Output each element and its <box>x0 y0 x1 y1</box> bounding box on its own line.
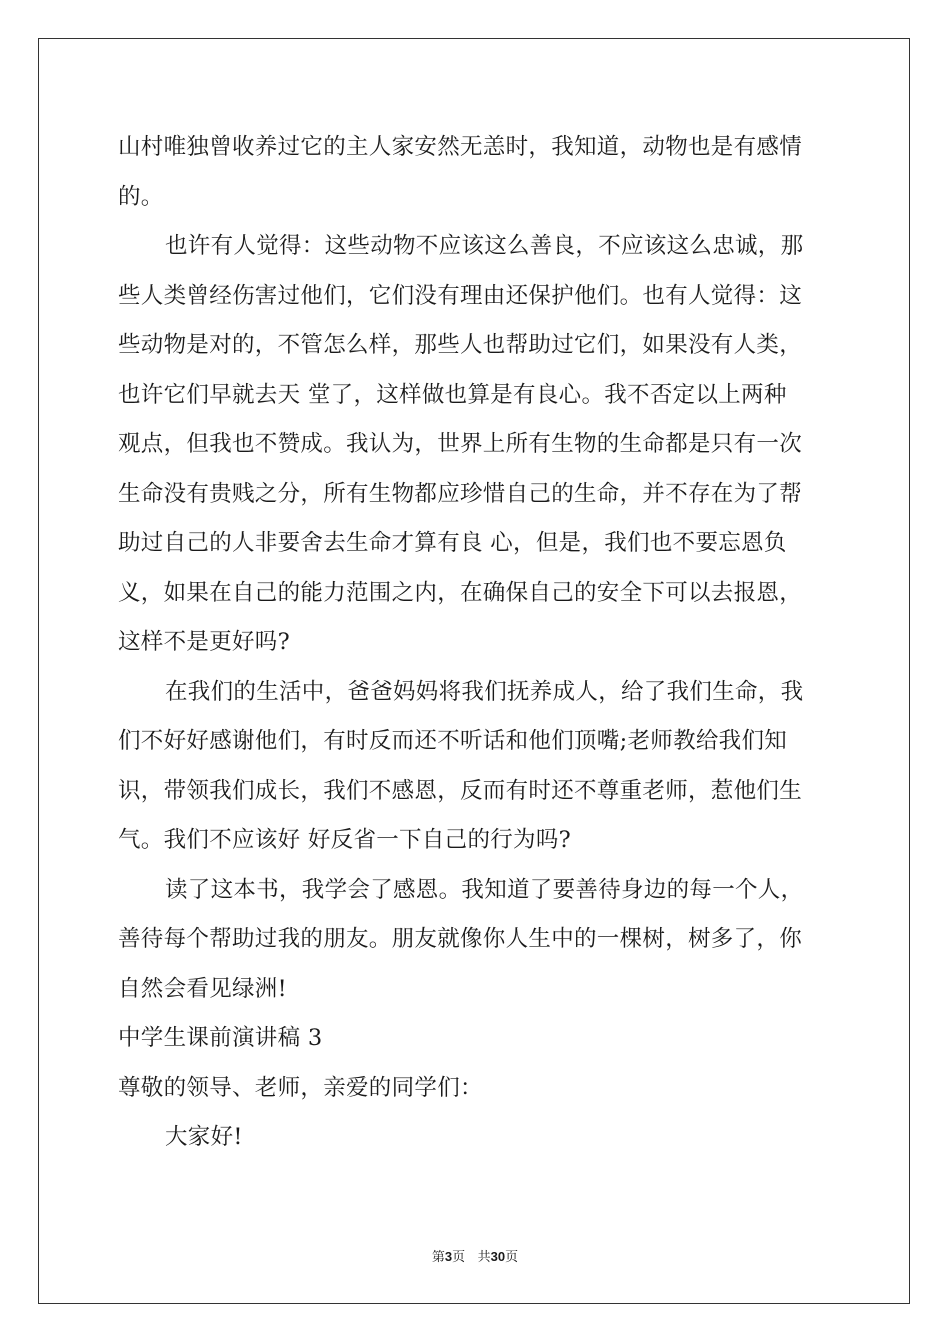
page-footer <box>0 1246 950 1265</box>
text-line: 些动物是对的，不管怎么样，那些人也帮助过它们，如果没有人类， <box>118 332 803 358</box>
total-page-count: 30 <box>490 1249 506 1264</box>
text-line: 气。我们不应该好 好反省一下自己的行为吗? <box>118 827 572 853</box>
text-line: 山村唯独曾收养过它的主人家安然无恙时，我知道，动物也是有感情 <box>118 134 803 160</box>
greeting-line: 大家好! <box>165 1124 243 1150</box>
paragraph-start-line: 也许有人觉得：这些动物不应该这么善良，不应该这么忠诚，那 <box>165 233 804 259</box>
text-line: 识，带领我们成长，我们不感恩，反而有时还不尊重老师，惹他们生 <box>118 777 803 804</box>
text-line: 也许它们早就去天 堂了，这样做也算是有良心。我不否定以上两种 <box>118 381 787 408</box>
text-line: 自然会看见绿洲! <box>118 975 287 1002</box>
text-line: 些人类曾经伤害过他们，它们没有理由还保护他们。也有人觉得：这 <box>118 282 803 309</box>
text-line: 这样不是更好吗? <box>118 629 290 655</box>
text-line: 生命没有贵贱之分，所有生物都应珍惜自己的生命，并不存在为了帮 <box>118 480 803 507</box>
text-line: 观点，但我也不赞成。我认为，世界上所有生物的生命都是只有一次 <box>118 431 803 457</box>
paragraph-start-line: 读了这本书，我学会了感恩。我知道了要善待身边的每一个人， <box>165 876 804 903</box>
salutation-line: 尊敬的领导、老师，亲爱的同学们： <box>118 1074 483 1101</box>
text-line: 义，如果在自己的能力范围之内，在确保自己的安全下可以去报恩， <box>118 579 803 606</box>
document-body <box>118 123 838 1163</box>
text-line: 们不好好感谢他们，有时反而还不听话和他们顶嘴;老师教给我们知 <box>118 728 788 754</box>
text-line: 助过自己的人非要舍去生命才算有良 心，但是，我们也不要忘恩负 <box>118 530 787 556</box>
footer-prefix: 第 <box>431 1250 445 1265</box>
text-line: 的。 <box>118 183 164 210</box>
paragraph-start-line: 在我们的生活中，爸爸妈妈将我们抚养成人，给了我们生命，我 <box>165 678 804 705</box>
footer-total-suffix: 页 <box>505 1250 519 1265</box>
footer-page-word: 页 <box>452 1250 466 1265</box>
section-heading: 中学生课前演讲稿 3 <box>118 1025 323 1051</box>
text-line: 善待每个帮助过我的朋友。朋友就像你人生中的一棵树，树多了，你 <box>118 926 803 952</box>
footer-total-prefix: 共 <box>477 1250 491 1265</box>
current-page-number: 3 <box>444 1249 453 1264</box>
